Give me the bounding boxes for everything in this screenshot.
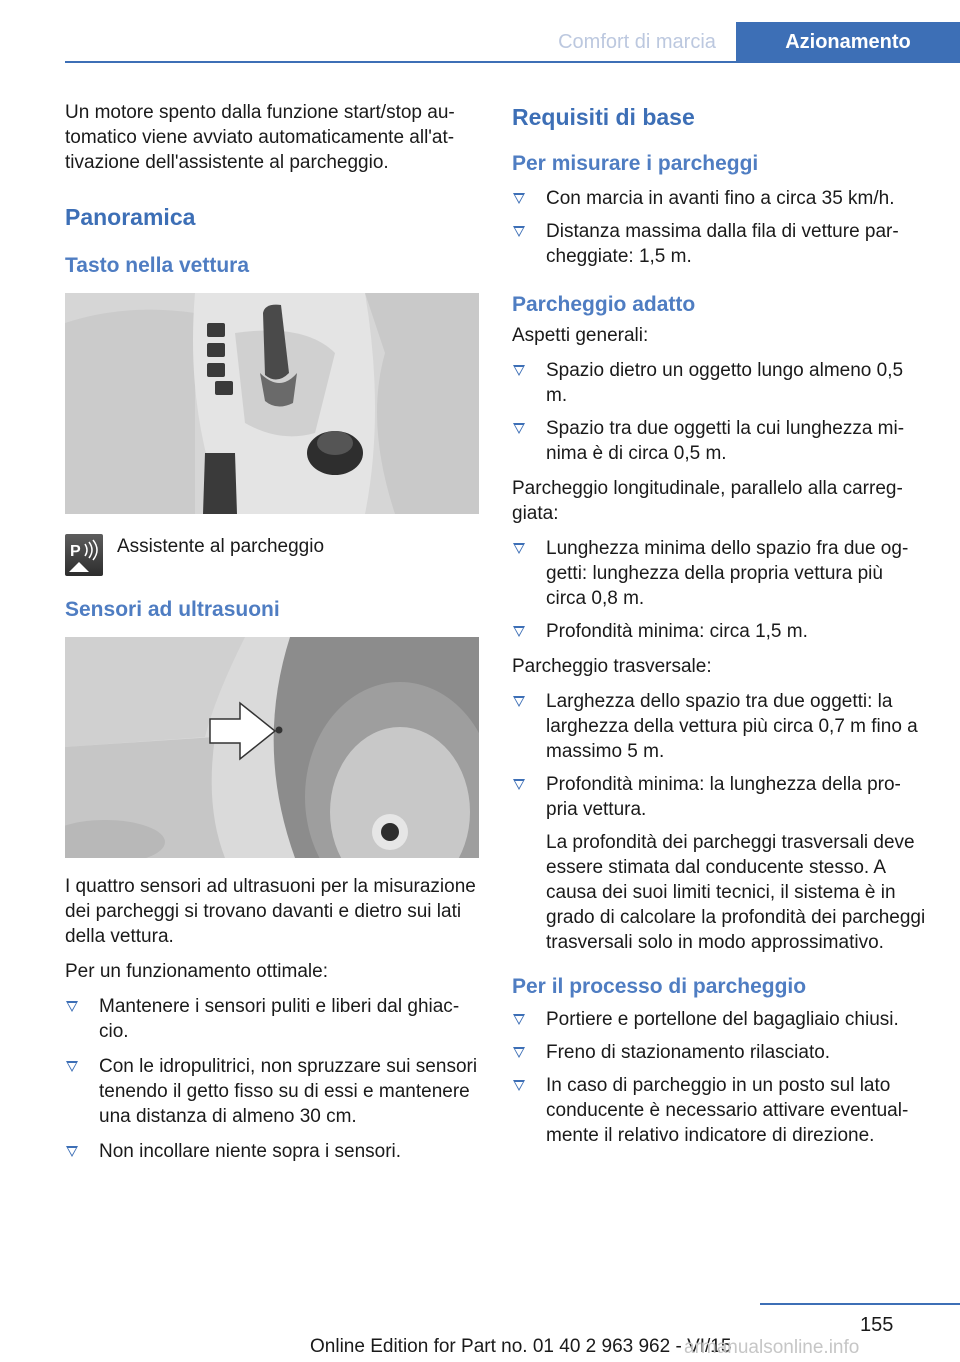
page-header <box>0 22 960 62</box>
list-item: Profondità minima: circa 1,5 m. <box>512 619 926 644</box>
list-item: Con le idropulitrici, non spruzzare sui sensori tenendo il getto fisso su di essi e mantenere una distanza di almeno 30 cm. <box>65 1054 479 1129</box>
aspetti-paragraph: Aspetti generali: <box>512 325 649 346</box>
heading-requisiti: Requisiti di base <box>512 104 695 130</box>
heading-misurare: Per misurare i parcheggi <box>512 152 759 175</box>
chapter-tab: Azionamento <box>736 22 960 62</box>
triangle-bullet-icon <box>513 779 525 790</box>
parking-assist-icon <box>65 534 103 576</box>
triangle-bullet-icon <box>513 1080 525 1091</box>
list-item: Profondità minima: la lunghezza della propria vettura. La profondità dei parcheggi trasversali deve essere stimata dal conducente stesso. A causa dei suoi limiti tecnici, il sistema è in grado di calcolare la profondità dei parcheggi trasversali solo in modo approssimativo. <box>512 772 926 955</box>
left-column <box>65 100 479 1164</box>
svg-text:P: P <box>70 543 81 560</box>
trasversale-note: La profondità dei parcheggi trasversali deve essere stimata dal conducente stesso. A causa dei suoi limiti tecnici, il sistema è in grado di calcolare la profondità dei parcheggi trasversali solo in modo approssimativo. <box>546 832 926 953</box>
triangle-bullet-icon <box>513 1014 525 1025</box>
sensori-paragraph: I quattro sensori ad ultrasuoni per la misurazione dei parcheggi si trovano davanti e dietro sui lati della vettura. <box>65 876 476 947</box>
heading-tasto: Tasto nella vettura <box>65 254 249 277</box>
sensor-image <box>65 637 479 858</box>
heading-adatto: Parcheggio adatto <box>512 293 696 316</box>
triangle-bullet-icon <box>513 626 525 637</box>
list-item: Freno di stazionamento rilasciato. <box>512 1040 926 1065</box>
list-item: Con marcia in avanti fino a circa 35 km/h. <box>512 186 926 211</box>
page-number: 155 <box>860 1314 894 1336</box>
intro-paragraph: Un motore spento dalla funzione start/stop automatico viene avviato automaticamente all'attivazione dell'assistente al parcheggio. <box>65 102 455 173</box>
longitudinale-paragraph: Parcheggio longitudinale, parallelo alla carreggiata: <box>512 478 903 524</box>
figure-caption <box>65 534 479 576</box>
triangle-bullet-icon <box>513 226 525 237</box>
console-image <box>65 293 479 514</box>
ottimale-list <box>65 994 479 1164</box>
bumper-illustration <box>65 637 479 858</box>
heading-sensori: Sensori ad ultrasuoni <box>65 598 280 621</box>
watermark: armanualsonline.info <box>684 1337 860 1358</box>
triangle-bullet-icon <box>513 696 525 707</box>
aspetti-list <box>512 358 926 466</box>
caption-text: Assistente al parcheggio <box>117 536 325 557</box>
list-item: Spazio tra due oggetti la cui lunghezza minima è di circa 0,5 m. <box>512 416 926 466</box>
triangle-bullet-icon <box>66 1146 78 1157</box>
triangle-bullet-icon <box>66 1061 78 1072</box>
section-label: Comfort di marcia <box>558 31 716 53</box>
trasversale-list <box>512 689 926 955</box>
list-item: In caso di parcheggio in un posto sul lato conducente è necessario attivare eventualmente il relativo indicatore di direzione. <box>512 1073 926 1148</box>
footer-divider <box>760 1303 960 1305</box>
list-item: Distanza massima dalla fila di vetture parcheggiate: 1,5 m. <box>512 219 926 269</box>
ottimale-paragraph: Per un funzionamento ottimale: <box>65 961 328 982</box>
triangle-bullet-icon <box>66 1001 78 1012</box>
processo-list <box>512 1007 926 1148</box>
list-item: Mantenere i sensori puliti e liberi dal ghiaccio. <box>65 994 479 1044</box>
longitudinale-list <box>512 536 926 644</box>
list-item: Spazio dietro un oggetto lungo almeno 0,5 m. <box>512 358 926 408</box>
right-column <box>512 100 926 1148</box>
triangle-bullet-icon <box>513 365 525 376</box>
list-item: Portiere e portellone del bagagliaio chiusi. <box>512 1007 926 1032</box>
console-illustration <box>65 293 479 514</box>
list-item: Non incollare niente sopra i sensori. <box>65 1139 479 1164</box>
heading-panoramica: Panoramica <box>65 204 196 230</box>
list-item: Lunghezza minima dello spazio fra due oggetti: lunghezza della propria vettura più circa 0,8 m. <box>512 536 926 611</box>
list-item: Larghezza dello spazio tra due oggetti: la larghezza della vettura più circa 0,7 m fino a massimo 5 m. <box>512 689 926 764</box>
triangle-bullet-icon <box>513 543 525 554</box>
edition-text: Online Edition for Part no. 01 40 2 963 962 - VI/15 <box>310 1336 732 1357</box>
triangle-bullet-icon <box>513 423 525 434</box>
trasversale-paragraph: Parcheggio trasversale: <box>512 656 712 677</box>
misurare-list <box>512 186 926 269</box>
heading-processo: Per il processo di parcheggio <box>512 975 807 998</box>
triangle-bullet-icon <box>513 193 525 204</box>
triangle-bullet-icon <box>513 1047 525 1058</box>
header-divider <box>65 61 960 63</box>
